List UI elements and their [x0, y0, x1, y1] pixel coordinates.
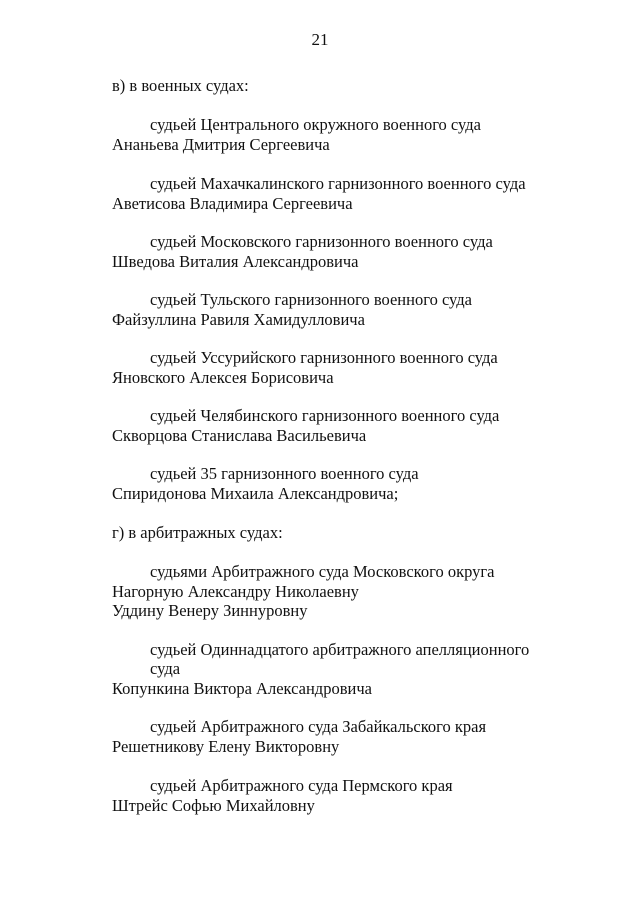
page-number: 21: [311, 30, 329, 49]
judge-name: Шведова Виталия Александровича: [112, 252, 359, 271]
position-line: судьями Арбитражного суда Московского округа: [150, 562, 495, 581]
section-heading-military: в) в военных судах:: [112, 76, 249, 95]
section-heading-arbitration: г) в арбитражных судах:: [112, 523, 283, 542]
position-line: судьей Одиннадцатого арбитражного апелляционного: [150, 640, 530, 659]
position-line: судьей Арбитражного суда Забайкальского края: [150, 717, 487, 736]
judge-name: Штрейс Софью Михайловну: [112, 796, 315, 815]
judge-name: Копункина Виктора Александровича: [112, 679, 372, 698]
judge-name: Яновского Алексея Борисовича: [112, 368, 334, 387]
position-line: судьей Московского гарнизонного военного суда: [150, 232, 493, 251]
judge-name: Аветисова Владимира Сергеевича: [112, 194, 353, 213]
position-line: судьей Уссурийского гарнизонного военного суда: [150, 348, 498, 367]
judge-name: Спиридонова Михаила Александровича;: [112, 484, 399, 503]
judge-name: Решетникову Елену Викторовну: [112, 737, 340, 756]
position-line: судьей Махачкалинского гарнизонного военного суда: [150, 174, 526, 193]
position-line: судьей Тульского гарнизонного военного суда: [150, 290, 472, 309]
judge-name: Нагорную Александру Николаевну: [112, 582, 359, 601]
judge-name: Уддину Венеру Зиннуровну: [112, 601, 308, 620]
position-line: судьей 35 гарнизонного военного суда: [150, 464, 419, 483]
position-line: судьей Центрального окружного военного суда: [150, 115, 481, 134]
position-line: судьей Челябинского гарнизонного военного суда: [150, 406, 500, 425]
position-line-continued: суда: [150, 659, 181, 678]
judge-name: Файзуллина Равиля Хамидулловича: [112, 310, 365, 329]
position-line: судьей Арбитражного суда Пермского края: [150, 776, 453, 795]
judge-name: Скворцова Станислава Васильевича: [112, 426, 367, 445]
judge-name: Ананьева Дмитрия Сергеевича: [112, 135, 330, 154]
